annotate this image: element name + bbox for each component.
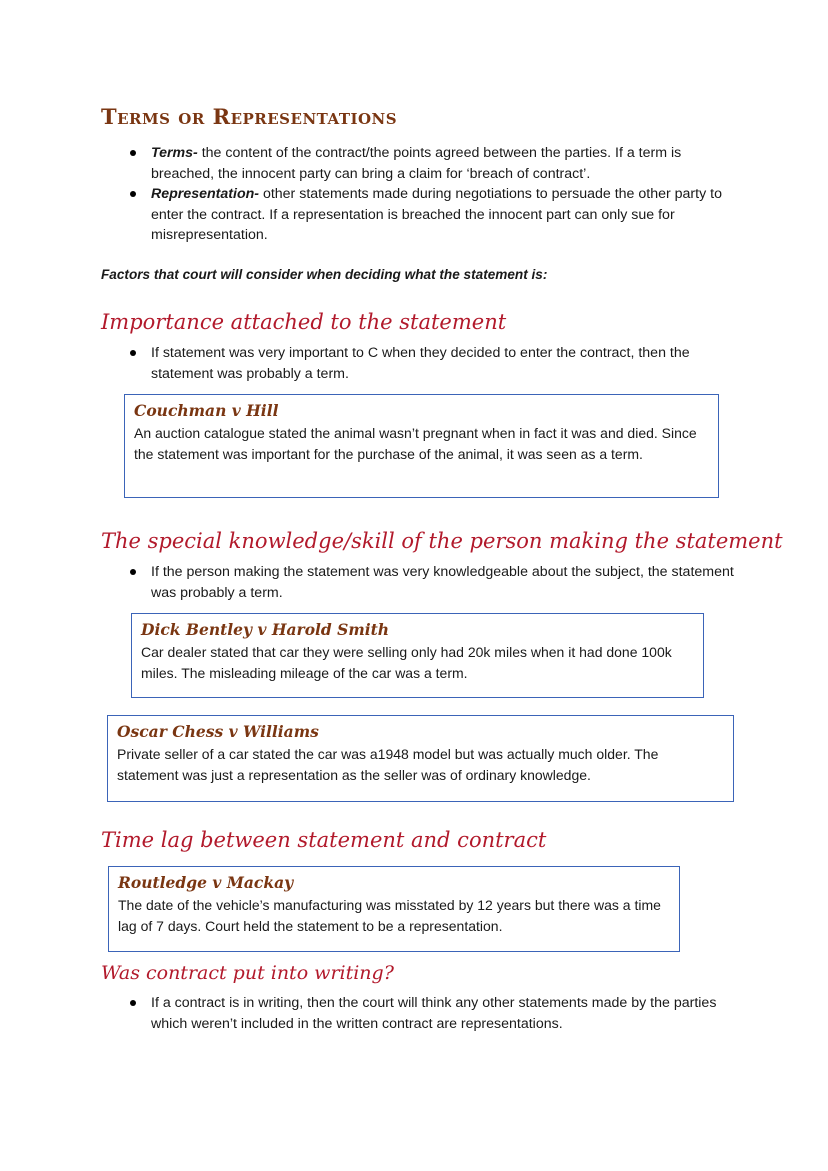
page-title: Terms or Representations bbox=[101, 104, 398, 129]
list-item: If the person making the statement was very knowledgeable about the subject, the statement was probably a term. bbox=[127, 562, 737, 603]
representation-definition: other statements made during negotiations to persuade the other party to enter the contract. If a representation is breached the innocent part can only sue for misrepresentation. bbox=[151, 186, 722, 243]
case-box-couchman bbox=[124, 394, 719, 498]
section-title-knowledge: The special knowledge/skill of the person making the statement bbox=[101, 529, 783, 553]
case-name: Dick Bentley v Harold Smith bbox=[141, 620, 390, 639]
case-summary: An auction catalogue stated the animal wasn’t pregnant when in fact it was and died. Since the statement was important for the purchase of the animal, it was seen as a term. bbox=[134, 425, 697, 462]
case-box-dick-bentley bbox=[131, 613, 704, 698]
list-item: If a contract is in writing, then the court will think any other statements made by the parties which weren’t included in the written contract are representations. bbox=[127, 993, 737, 1034]
knowledge-bullet-list bbox=[127, 562, 737, 603]
term-keyword: Terms- bbox=[151, 145, 198, 161]
representation-keyword: Representation- bbox=[151, 186, 259, 202]
case-summary: The date of the vehicle’s manufacturing was misstated by 12 years but there was a time lag of 7 days. Court held the statement to be a representation. bbox=[118, 897, 661, 934]
term-definition: the content of the contract/the points agreed between the parties. If a term is breached, the innocent party can bring a claim for ‘breach of contract’. bbox=[151, 145, 682, 182]
case-name: Couchman v Hill bbox=[134, 401, 279, 420]
section-title-writing: Was contract put into writing? bbox=[101, 962, 394, 984]
factors-heading: Factors that court will consider when deciding what the statement is: bbox=[101, 267, 548, 282]
section-title-time-lag: Time lag between statement and contract bbox=[101, 828, 547, 852]
case-summary: Car dealer stated that car they were selling only had 20k miles when it had done 100k miles. The misleading mileage of the car was a term. bbox=[141, 644, 672, 681]
section-title-importance: Importance attached to the statement bbox=[101, 310, 507, 334]
case-name: Oscar Chess v Williams bbox=[117, 722, 319, 741]
case-name: Routledge v Mackay bbox=[118, 873, 294, 892]
intro-bullet-list bbox=[127, 143, 737, 246]
writing-bullet-list bbox=[127, 993, 737, 1034]
list-item bbox=[127, 143, 737, 184]
case-box-oscar-chess bbox=[107, 715, 734, 802]
case-box-routledge bbox=[108, 866, 680, 952]
case-summary: Private seller of a car stated the car was a1948 model but was actually much older. The statement was just a representation as the seller was of ordinary knowledge. bbox=[117, 746, 659, 783]
list-item: If statement was very important to C when they decided to enter the contract, then the statement was probably a term. bbox=[127, 343, 737, 384]
list-item bbox=[127, 184, 737, 246]
importance-bullet-list bbox=[127, 343, 737, 384]
